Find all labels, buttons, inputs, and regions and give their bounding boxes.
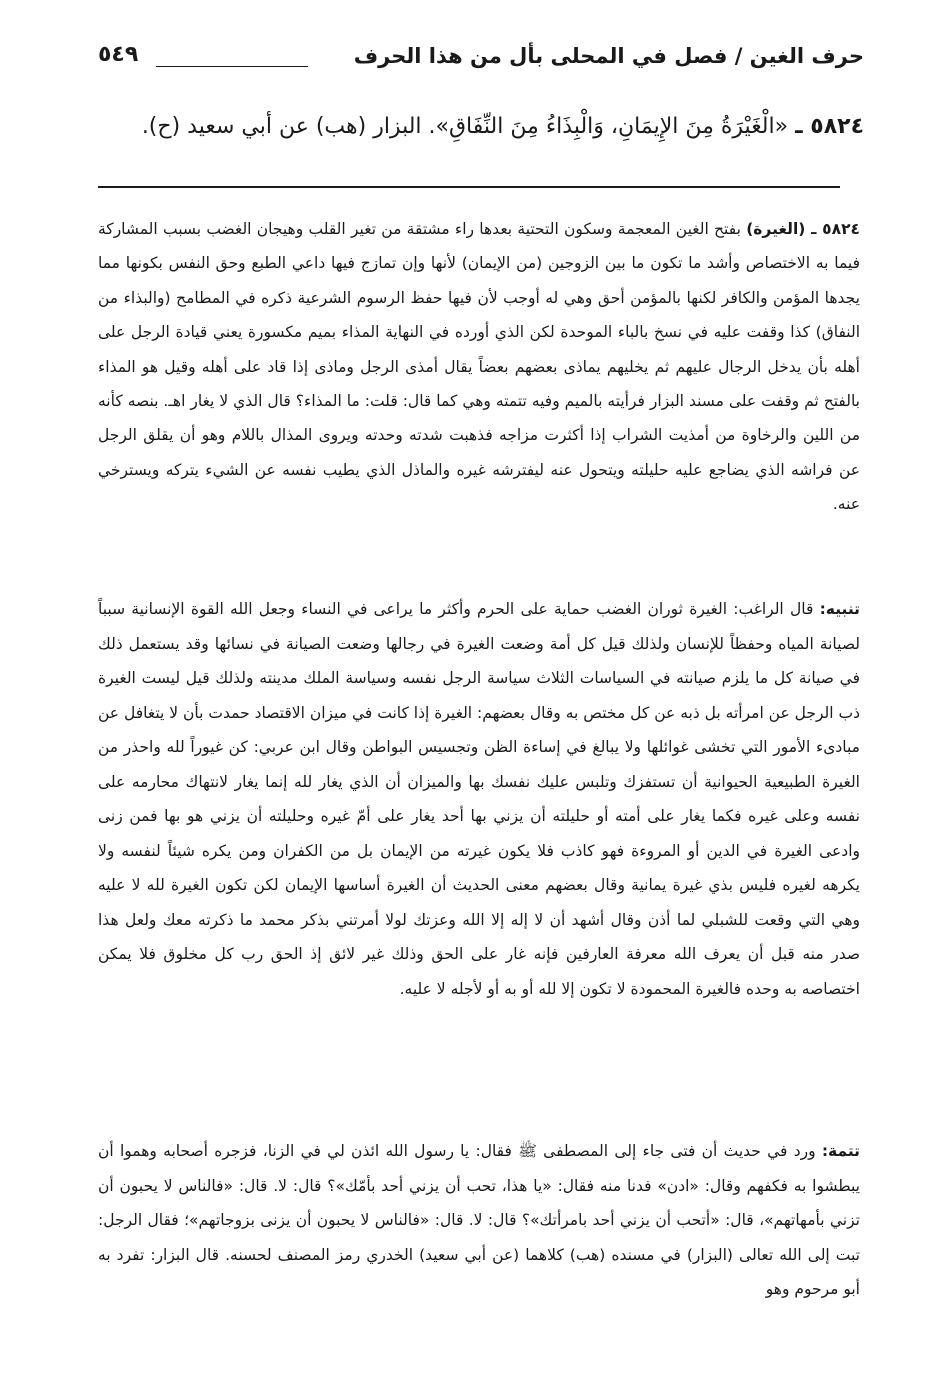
- header-rule: [156, 66, 308, 67]
- hadith-text: [98, 110, 864, 144]
- commentary-paragraph: [98, 212, 860, 522]
- supplement-paragraph: [98, 1134, 860, 1307]
- hadith-body: «الْغَيْرَةُ مِنَ الإِيمَانِ، وَالْبِذَاءُ مِنَ النِّفَاقِ». البزار (هب) عن أبي سعيد (ح).: [141, 114, 789, 139]
- note-body: قال الراغب: الغيرة ثوران الغضب حماية على الحرم وأكثر ما يراعى في النساء وجعل الله القوة الإنسانية سبباً لصيانة المياه وحفظاً للإنسان ولذلك قيل كل أمة وضعت الغيرة في رجالها وضعت الصيانة في نسائها وقد يستعمل ذلك في صيانة كل ما يلزم صيانته في السياسات الثلاث سياسة الرجل نفسه وسياسة الملك مدينته ولذلك قيل ليست الغيرة ذب الرجل عن امرأته بل ذبه عن كل مختص به وقال بعضهم: الغيرة إذا كانت في ميزان الاقتصاد حمدت بأن لا يتغافل عن مبادىء الأمور التي تخشى غوائلها ولا يبالغ في إساءة الظن وتجسيس البواطن وقال ابن عربي: كن غيوراً لله واحذر من الغيرة الطبيعية الحيوانية أن تستفزك وتلبس عليك نفسك بها والميزان أن الذي يغار لله إنما يغار لانتهاك محارمه على نفسه وعلى غيره فكما يغار على أمته أو حليلته أن يزني بها أحد يغار على أمّ غيره وحليلته أن يزني هو بها فمن زنى وادعى الغيرة في الدين أو المروءة فهو كاذب فلا يكون غيرته من الإيمان بل من الكفران ومن يكره شيئاً لنفسه ولا يكرهه لغيره فليس بذي غيرة يمانية وقال بعضهم معنى الحديث أن الغيرة أساسها الإيمان لكن تكون الغيرة لله لا عليه وهي التي وقعت للشبلي لما أذن وقال أشهد أن لا إله إلا الله وعزتك لولا أمرتني بذكر محمد ما ذكرته معك ولعل هذا صدر منه قبل أن يعرف الله معرفة العارفين فإنه غار على الحق وذلك غير لائق إذ الحق رب كل مخلوق فلا يمكن اختصاصه به وحده فالغيرة المحمودة لا تكون إلا لله أو به أو لأجله لا عليه.: [98, 600, 860, 998]
- note-paragraph: [98, 592, 860, 1006]
- hadith-number: ٥٨٢٤ ـ: [795, 114, 864, 139]
- section-divider: [98, 186, 840, 188]
- note-lead: تنبيه:: [819, 600, 860, 618]
- commentary-body: بفتح الغين المعجمة وسكون التحتية بعدها راء مشتقة من تغير القلب وهيجان الغضب بسبب المشاركة فيما به الاختصاص وأشد ما تكون ما بين الزوجين (من الإيمان) لأنها وإن تمازج فيها داعي الطبع وحق النفس بكونها مما يجدها المؤمن والكافر لكنها بالمؤمن أحق وهي له أوجب لأن فيها حفظ الرسوم الشرعية ذكره في المطامح (والبذاء من النفاق) كذا وقفت عليه في نسخ بالباء الموحدة لكن الذي أورده في النهاية المذاء بميم مكسورة يعني قيادة الرجل على أهله بأن يدخل الرجال عليهم ثم يخليهم يماذى بعضهم بعضاً يقال أمذى الرجل وماذى إذا قاد على أهله وقيل هو المذاء بالفتح ثم وقفت على مسند البزار فرأيته بالميم وفيه تتمته وهي كما قال: قلت: ما المذاء؟ قال الذي لا يغار اهـ. بنصه كأنه من اللين والرخاوة من أمذيت الشراب إذا أكثرت مزاجه فذهبت شدته وحدته ويروى المذال باللام وهو أن يقلق الرجل عن فراشه الذي يضاجع عليه حليلته ويتحول عنه ليفترشه غيره والماذل الذي يطيب نفسه عن الشيء يتركه ويسترخي عنه.: [98, 220, 860, 514]
- chapter-title: حرف الغين / فصل في المحلى بأل من هذا الحرف: [353, 44, 864, 68]
- page-number: ٥٤٩: [98, 42, 139, 67]
- supplement-lead: تتمة:: [821, 1142, 860, 1160]
- supplement-body: ورد في حديث أن فتى جاء إلى المصطفى ﷺ فقال: يا رسول الله ائذن لي في الزنا، فزجره أصحابه وهموا أن يبطشوا به فكفهم وقال: «ادن» فدنا منه فقال: «يا هذا، تحب أن يزني أحد بأمّك»؟ قال: لا. قال: «فالناس لا يحبون أن تزني بأمهاتهم»، قال: «أتحب أن يزني أحد بامرأتك»؟ قال: لا. قال: «فالناس لا يحبون أن يزنى بزوجاتهم»؛ فقال الرجل: تبت إلى الله تعالى (البزار) في مسنده (هب) كلاهما (عن أبي سعيد) الخدري رمز المصنف لحسنه. قال البزار: تفرد به أبو مرحوم وهو: [98, 1142, 860, 1298]
- commentary-lead: ٥٨٢٤ ـ (الغيرة): [746, 220, 861, 238]
- running-header: [98, 40, 864, 80]
